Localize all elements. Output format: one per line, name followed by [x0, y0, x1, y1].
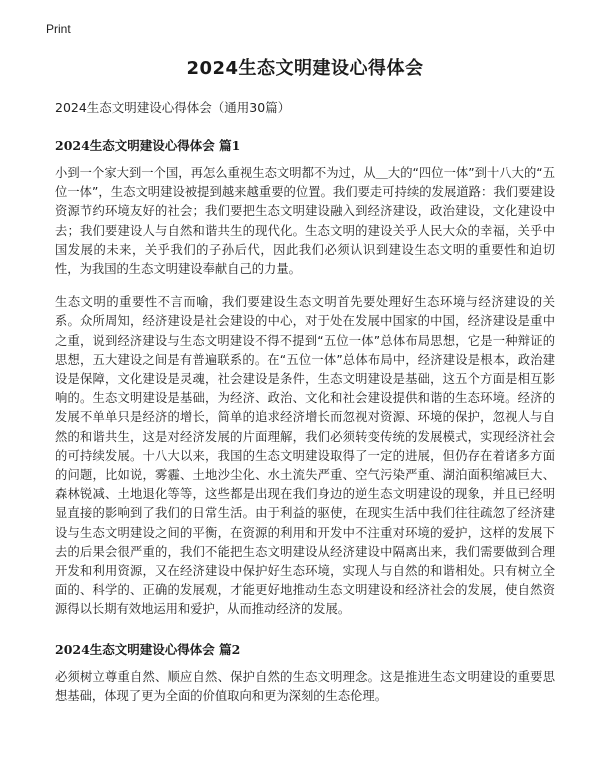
page-title: 2024生态文明建设心得体会 [186, 58, 424, 79]
print-link[interactable]: Print [46, 22, 71, 36]
document-page [55, 48, 555, 706]
section-heading-2: 2024生态文明建设心得体会 篇2 [55, 641, 241, 657]
section-1-paragraph-1: 小到一个家大到一个国，再怎么重视生态文明都不为过，从＿大的“四位一体”到十八大的“五位一体”，生态文明建设被提到越来越重要的位置。我们要走可持续的发展道路：我们要建设资源节约环境友好的社会；我们要把生态文明建设融入到经济建设，政治建设，文化建设中去；我们要建设人与自然和谐共生的现代化。生态文明的建设关乎人民大众的幸福，关乎中国发展的未来，关乎我们的子孙后代，因此我们必须认识到建设生态文明的重要性和迫切性，为我国的生态文明建设奉献自己的力量。 [55, 166, 555, 277]
section-2-paragraph-1: 必须树立尊重自然、顺应自然、保护自然的生态文明理念。这是推进生态文明建设的重要思想基础，体现了更为全面的价值取向和更为深刻的生态伦理。 [55, 669, 555, 703]
document-subtitle: 2024生态文明建设心得体会（通用30篇） [55, 100, 291, 115]
section-heading-1: 2024生态文明建设心得体会 篇1 [55, 138, 241, 153]
section-1-paragraph-2: 生态文明的重要性不言而喻，我们要建设生态文明首先要处理好生态环境与经济建设的关系。众所周知，经济建设是社会建设的中心，对于处在发展中国家的中国，经济建设是重中之重，说到经济建设与生态文明建设不得不提到“五位一体”总体布局思想，它是一种辩证的思想，五大建设之间是有普遍联系的。在“五位一体”总体布局中，经济建设是根本，政治建设是保障，文化建设是灵魂，社会建设是条件，生态文明建设是基础，这五个方面是相互影响的。生态文明建设是基础，为经济、政治、文化和社会建设提供和谐的生态环境。经济的发展不单单只是经济的增长，简单的追求经济增长而忽视对资源、环境的保护，忽视人与自然的和谐共生，这是对经济发展的片面理解，我们必须转变传统的发展模式，实现经济社会的可持续发展。十八大以来，我国的生态文明建设取得了一定的进展，但仍存在着诸多方面的问题，比如说，雾霾、土地沙尘化、水土流失严重、空气污染严重、湖泊面积缩减巨大、森林锐减、土地退化等等，这些都是出现在我们身边的逆生态文明建设的现象，并且已经明显直接的影响到了我们的日常生活。由于利益的驱使，在现实生活中我们往往疏忽了经济建设与生态文明建设之间的平衡，在资源的利用和开发中不注重对环境的爱护，这样的发展下去的后果会很严重的，我们不能把生态文明建设从经济建设中隔离出来，我们需要做到合理开发和利用资源，又在经济建设中保护好生态环境，实现人与自然的和谐相处。只有树立全面的、科学的、正确的发展观，才能更好地推动生态文明建设和经济社会的发展，使自然资源得以长期有效地运用和爱护，从而推动经济的发展。 [55, 295, 555, 617]
